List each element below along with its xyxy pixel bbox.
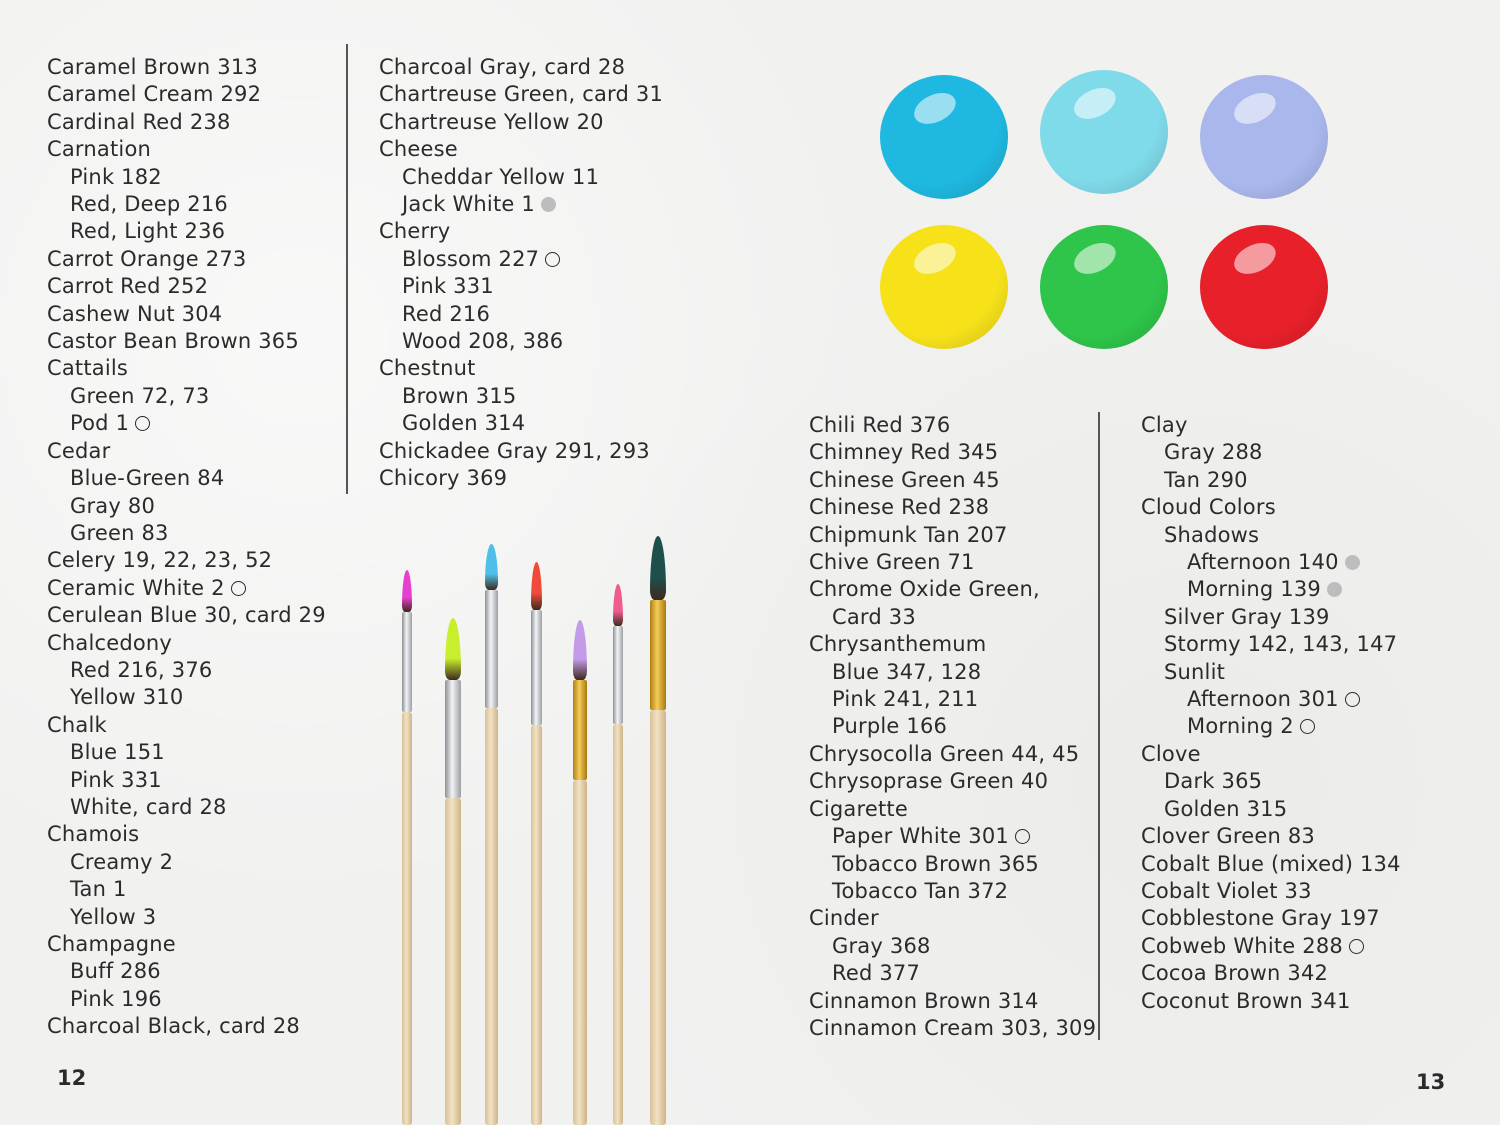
index-entry-text: Tan 1	[70, 877, 127, 902]
open-circle-icon	[545, 252, 560, 267]
index-entry	[47, 958, 326, 985]
index-entry-text: Chive Green 71	[809, 550, 975, 575]
index-entry-text: Chimney Red 345	[809, 440, 999, 465]
index-entry-text: Wood 208, 386	[402, 329, 564, 354]
paint-brush	[573, 530, 591, 1125]
index-entry	[809, 686, 1096, 713]
index-entry-text: Green 72, 73	[70, 383, 210, 408]
index-entry-text: Tobacco Brown 365	[832, 851, 1039, 876]
brush-tip	[573, 620, 587, 680]
index-entry	[379, 191, 663, 218]
index-entry	[47, 575, 326, 602]
index-entry	[47, 684, 326, 711]
paint-brushes-illustration	[390, 530, 680, 1125]
paint-blob-red	[1200, 225, 1328, 349]
brush-tip	[531, 562, 542, 610]
index-entry	[809, 905, 1096, 932]
index-entry	[47, 602, 326, 629]
index-entry-text: Chinese Red 238	[809, 495, 990, 520]
index-entry	[379, 383, 663, 410]
index-entry	[47, 54, 326, 81]
index-entry-text: Red 377	[832, 961, 921, 986]
index-entry-text: White, card 28	[70, 794, 227, 819]
index-entry	[809, 823, 1096, 850]
index-entry	[1141, 631, 1401, 658]
index-entry	[809, 494, 1096, 521]
index-entry	[47, 438, 326, 465]
index-entry	[1141, 494, 1401, 521]
index-entry	[379, 246, 663, 273]
paint-brush	[531, 530, 546, 1125]
index-entry-text: Chestnut	[379, 356, 476, 381]
index-entry	[1141, 549, 1401, 576]
index-entry	[809, 796, 1096, 823]
open-circle-icon	[135, 416, 150, 431]
index-entry	[1141, 851, 1401, 878]
index-entry-text: Yellow 310	[70, 685, 184, 710]
index-entry-text: Cobalt Blue (mixed) 134	[1141, 851, 1401, 876]
index-entry	[47, 493, 326, 520]
index-entry-text: Morning 2	[1187, 714, 1294, 739]
index-entry-text: Pink 331	[70, 767, 162, 792]
index-entry-text: Cobblestone Gray 197	[1141, 906, 1380, 931]
index-entry-text: Chamois	[47, 822, 140, 847]
index-entry	[47, 712, 326, 739]
brush-ferrule	[650, 600, 666, 710]
paint-brush	[445, 530, 465, 1125]
open-circle-icon	[1345, 692, 1360, 707]
open-circle-icon	[1300, 719, 1315, 734]
brush-tip	[445, 618, 461, 680]
index-entry-text: Afternoon 140	[1187, 550, 1339, 575]
index-entry-text: Chartreuse Yellow 20	[379, 109, 604, 134]
paint-blob-yellow	[880, 225, 1008, 349]
index-entry-text: Purple 166	[832, 714, 948, 739]
index-entry	[1141, 604, 1401, 631]
index-entry-text: Creamy 2	[70, 849, 174, 874]
index-entry-text: Cashew Nut 304	[47, 301, 223, 326]
paint-brush	[402, 530, 416, 1125]
index-entry-text: Cinder	[809, 906, 879, 931]
index-entry-text: Tan 290	[1164, 467, 1248, 492]
index-entry	[1141, 659, 1401, 686]
index-entry	[1141, 686, 1401, 713]
index-entry-text: Dark 365	[1164, 769, 1263, 794]
index-entry	[809, 933, 1096, 960]
brush-handle	[531, 725, 542, 1125]
index-entry-text: Cedar	[47, 438, 111, 463]
index-entry-text: Cocoa Brown 342	[1141, 961, 1329, 986]
index-entry	[379, 273, 663, 300]
brush-ferrule	[402, 612, 412, 712]
index-entry	[47, 136, 326, 163]
index-entry	[809, 412, 1096, 439]
index-entry	[47, 301, 326, 328]
index-entry	[47, 547, 326, 574]
index-entry	[47, 657, 326, 684]
index-entry	[379, 54, 663, 81]
index-entry-text: Cheddar Yellow 11	[402, 164, 600, 189]
brush-handle	[402, 712, 412, 1125]
index-entry	[47, 931, 326, 958]
index-entry	[379, 355, 663, 382]
index-entry-text: Red 216, 376	[70, 657, 213, 682]
open-circle-icon	[1349, 939, 1364, 954]
index-entry	[47, 328, 326, 355]
index-entry-text: Charcoal Black, card 28	[47, 1014, 300, 1039]
paint-blob-light-blue	[1040, 70, 1168, 194]
index-entry	[1141, 933, 1401, 960]
index-entry	[47, 849, 326, 876]
index-entry-text: Cobalt Violet 33	[1141, 878, 1312, 903]
index-entry	[1141, 823, 1401, 850]
index-entry-text: Shadows	[1164, 522, 1260, 547]
index-entry-text: Carnation	[47, 137, 152, 162]
index-entry	[379, 301, 663, 328]
index-entry	[1141, 741, 1401, 768]
index-entry	[47, 383, 326, 410]
index-entry-text: Pink 241, 211	[832, 687, 979, 712]
brush-ferrule	[613, 626, 623, 724]
index-entry	[379, 136, 663, 163]
index-entry-text: Paper White 301	[832, 824, 1009, 849]
index-entry	[809, 768, 1096, 795]
index-entry	[47, 273, 326, 300]
index-entry-text: Chrysanthemum	[809, 632, 987, 657]
index-entry	[1141, 412, 1401, 439]
index-entry	[1141, 768, 1401, 795]
index-entry	[1141, 988, 1401, 1015]
index-entry	[47, 767, 326, 794]
index-entry-text: Ceramic White 2	[47, 575, 225, 600]
gray-dot-icon	[1345, 555, 1360, 570]
index-entry	[47, 904, 326, 931]
index-entry-text: Afternoon 301	[1187, 687, 1339, 712]
index-entry	[47, 246, 326, 273]
index-entry-text: Chipmunk Tan 207	[809, 522, 1008, 547]
index-entry-text: Brown 315	[402, 383, 517, 408]
index-entry	[809, 878, 1096, 905]
index-entry	[47, 986, 326, 1013]
index-entry-text: Golden 314	[402, 411, 526, 436]
index-entry-text: Cardinal Red 238	[47, 109, 231, 134]
index-entry-text: Jack White 1	[402, 192, 535, 217]
index-entry-text: Blue-Green 84	[70, 466, 225, 491]
index-entry	[379, 164, 663, 191]
brush-handle	[650, 710, 666, 1125]
index-entry	[47, 1013, 326, 1040]
paint-brush	[485, 530, 502, 1125]
index-entry-text: Carrot Orange 273	[47, 246, 247, 271]
index-entry	[809, 659, 1096, 686]
index-entry-text: Chinese Green 45	[809, 467, 1000, 492]
index-entry-text: Card 33	[832, 604, 916, 629]
index-entry	[809, 713, 1096, 740]
index-entry-text: Stormy 142, 143, 147	[1164, 632, 1398, 657]
index-entry-text: Golden 315	[1164, 796, 1288, 821]
index-entry-text: Caramel Cream 292	[47, 82, 262, 107]
index-entry	[379, 328, 663, 355]
index-entry	[47, 410, 326, 437]
index-entry-text: Charcoal Gray, card 28	[379, 55, 626, 79]
index-entry-text: Chalcedony	[47, 630, 173, 655]
index-column-left-2	[379, 54, 663, 493]
open-circle-icon	[231, 581, 246, 596]
index-entry-text: Yellow 3	[70, 904, 157, 929]
index-entry-text: Red, Light 236	[70, 219, 226, 244]
index-entry	[1141, 796, 1401, 823]
index-entry-text: Champagne	[47, 932, 176, 956]
index-entry-text: Clay	[1141, 413, 1188, 437]
index-entry-text: Blue 347, 128	[832, 659, 982, 684]
index-entry-text: Gray 368	[832, 933, 931, 958]
page-number-right: 13	[1416, 1070, 1446, 1094]
index-entry-text: Pink 331	[402, 274, 494, 299]
brush-ferrule	[531, 610, 542, 725]
index-entry	[47, 876, 326, 903]
index-entry	[1141, 467, 1401, 494]
index-entry-text: Buff 286	[70, 959, 161, 984]
index-entry	[1141, 522, 1401, 549]
index-entry-text: Gray 288	[1164, 440, 1263, 465]
index-entry	[47, 465, 326, 492]
index-entry-text: Caramel Brown 313	[47, 55, 258, 79]
gray-dot-icon	[1327, 582, 1342, 597]
index-entry-text: Cloud Colors	[1141, 495, 1276, 520]
index-entry	[1141, 439, 1401, 466]
paint-blobs-illustration	[880, 70, 1340, 360]
brush-tip	[613, 584, 623, 626]
index-entry	[809, 960, 1096, 987]
brush-handle	[573, 780, 587, 1125]
index-entry-text: Chickadee Gray 291, 293	[379, 438, 650, 463]
index-entry	[47, 109, 326, 136]
brush-handle	[445, 798, 461, 1125]
index-entry	[1141, 713, 1401, 740]
index-entry	[1141, 960, 1401, 987]
index-entry-text: Cherry	[379, 219, 451, 244]
index-entry	[47, 630, 326, 657]
index-entry	[809, 741, 1096, 768]
index-entry	[1141, 878, 1401, 905]
index-entry-text: Blue 151	[70, 740, 165, 765]
brush-tip	[402, 570, 412, 612]
index-entry	[379, 109, 663, 136]
index-entry	[809, 576, 1096, 603]
index-entry-text: Gray 80	[70, 493, 156, 518]
index-entry-text: Cinnamon Cream 303, 309	[809, 1015, 1097, 1040]
index-entry-text: Cattails	[47, 356, 129, 381]
index-entry-text: Cheese	[379, 137, 458, 162]
page-number-left: 12	[57, 1066, 87, 1090]
index-entry	[47, 794, 326, 821]
paint-blob-green	[1040, 225, 1168, 349]
index-entry-text: Silver Gray 139	[1164, 604, 1330, 629]
index-entry	[1141, 905, 1401, 932]
index-column-right-1	[809, 412, 1096, 1042]
index-entry	[47, 81, 326, 108]
brush-tip	[485, 544, 498, 590]
index-entry	[809, 1015, 1096, 1042]
index-entry	[809, 549, 1096, 576]
column-divider-right	[1098, 412, 1100, 1040]
index-entry	[47, 164, 326, 191]
index-entry-text: Cigarette	[809, 796, 908, 821]
index-entry-text: Chrome Oxide Green,	[809, 577, 1040, 602]
brush-handle	[485, 708, 498, 1125]
paint-blob-periwinkle	[1200, 75, 1328, 199]
index-entry	[809, 988, 1096, 1015]
index-column-right-2	[1141, 412, 1401, 1015]
index-entry	[47, 191, 326, 218]
index-entry-text: Chili Red 376	[809, 413, 951, 437]
index-entry-text: Cinnamon Brown 314	[809, 988, 1039, 1013]
index-entry	[379, 410, 663, 437]
column-divider	[346, 44, 348, 494]
index-entry	[379, 218, 663, 245]
index-entry	[809, 522, 1096, 549]
index-column-left-1	[47, 54, 326, 1041]
index-entry-text: Castor Bean Brown 365	[47, 329, 299, 354]
index-entry-text: Clove	[1141, 741, 1201, 766]
index-entry	[809, 604, 1096, 631]
index-entry	[809, 467, 1096, 494]
index-entry-text: Chartreuse Green, card 31	[379, 82, 663, 107]
index-entry	[809, 439, 1096, 466]
index-entry-text: Chrysocolla Green 44, 45	[809, 741, 1080, 766]
index-entry-text: Celery 19, 22, 23, 52	[47, 548, 273, 573]
paint-brush	[613, 530, 627, 1125]
index-entry-text: Morning 139	[1187, 577, 1321, 602]
index-entry-text: Tobacco Tan 372	[832, 878, 1009, 903]
index-entry-text: Chrysoprase Green 40	[809, 769, 1049, 794]
brush-ferrule	[485, 590, 498, 708]
brush-handle	[613, 724, 623, 1125]
index-entry	[809, 631, 1096, 658]
index-entry-text: Chalk	[47, 712, 107, 737]
open-circle-icon	[1015, 829, 1030, 844]
index-entry-text: Green 83	[70, 520, 169, 545]
index-entry	[47, 739, 326, 766]
index-entry-text: Red 216	[402, 301, 491, 326]
index-entry	[809, 851, 1096, 878]
index-entry-text: Cerulean Blue 30, card 29	[47, 603, 326, 628]
index-entry-text: Pink 182	[70, 164, 162, 189]
index-entry-text: Pod 1	[70, 411, 130, 436]
index-entry-text: Chicory 369	[379, 466, 508, 491]
index-entry	[379, 438, 663, 465]
index-entry-text: Carrot Red 252	[47, 274, 209, 299]
index-entry	[379, 465, 663, 492]
index-entry-text: Clover Green 83	[1141, 824, 1315, 849]
paint-brush	[650, 530, 670, 1125]
gray-dot-icon	[541, 197, 556, 212]
brush-ferrule	[573, 680, 587, 780]
index-entry	[47, 355, 326, 382]
brush-tip	[650, 536, 666, 600]
index-entry-text: Coconut Brown 341	[1141, 988, 1351, 1013]
brush-ferrule	[445, 680, 461, 798]
index-entry	[47, 821, 326, 848]
index-entry	[47, 218, 326, 245]
index-entry	[47, 520, 326, 547]
index-entry-text: Sunlit	[1164, 659, 1226, 684]
index-entry-text: Cobweb White 288	[1141, 933, 1343, 958]
index-entry-text: Blossom 227	[402, 246, 540, 271]
index-entry-text: Pink 196	[70, 986, 162, 1011]
index-entry	[1141, 576, 1401, 603]
index-entry-text: Red, Deep 216	[70, 192, 228, 217]
paint-blob-cyan	[880, 75, 1008, 199]
index-entry	[379, 81, 663, 108]
